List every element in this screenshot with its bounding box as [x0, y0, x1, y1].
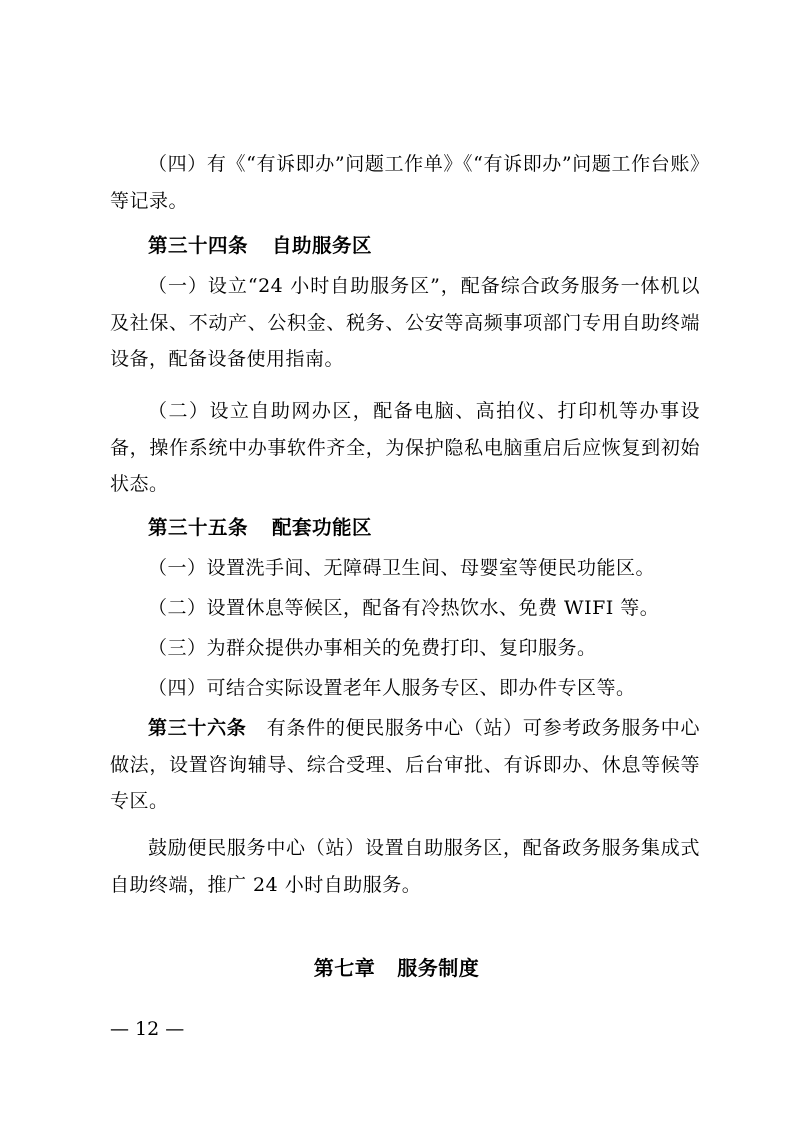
paragraph-encourage-self-service: 鼓励便民服务中心（站）设置自助服务区，配备政务服务集成式自助终端，推广 24 小时自助服务。	[110, 837, 700, 896]
paragraph-24h-self-service: （一）设立“24 小时自助服务区”，配备综合政务服务一体机以及社保、不动产、公积金、税务、公安等高频事项部门专用自助终端设备，配备设备使用指南。	[110, 275, 700, 370]
article-35-number: 第三十五条	[148, 516, 249, 539]
article-35-title: 配套功能区	[272, 516, 373, 539]
article-34-title: 自助服务区	[272, 234, 373, 257]
paragraph-waiting-area: （二）设置休息等候区，配备有冷热饮水、免费 WIFI 等。	[148, 597, 660, 619]
paragraph-free-printing: （三）为群众提供办事相关的免费打印、复印服务。	[148, 637, 597, 659]
paragraph-self-online-area: （二）设立自助网办区，配备电脑、高拍仪、打印机等办事设备，操作系统中办事软件齐全，为保护隐私电脑重启后应恢复到初始状态。	[110, 400, 700, 495]
article-34-number: 第三十四条	[148, 234, 249, 257]
chapter-number: 第七章	[313, 956, 376, 980]
page-number: — 12 —	[110, 1018, 185, 1040]
paragraph-record-list: （四）有《“有诉即办”问题工作单》《“有诉即办”问题工作台账》等记录。	[110, 153, 700, 212]
article-35-heading	[148, 510, 372, 546]
article-36-paragraph	[110, 710, 700, 820]
article-36-number: 第三十六条	[148, 717, 247, 739]
article-36-text: 有条件的便民服务中心（站）可参考政务服务中心做法，设置咨询辅导、综合受理、后台审批、有诉即办、休息等候等专区。	[110, 717, 700, 812]
chapter-heading	[0, 950, 793, 986]
paragraph-restroom-area: （一）设置洗手间、无障碍卫生间、母婴室等便民功能区。	[148, 557, 656, 579]
article-34-heading	[148, 228, 372, 264]
paragraph-special-zones: （四）可结合实际设置老年人服务专区、即办件专区等。	[148, 677, 636, 699]
chapter-title: 服务制度	[397, 956, 480, 980]
